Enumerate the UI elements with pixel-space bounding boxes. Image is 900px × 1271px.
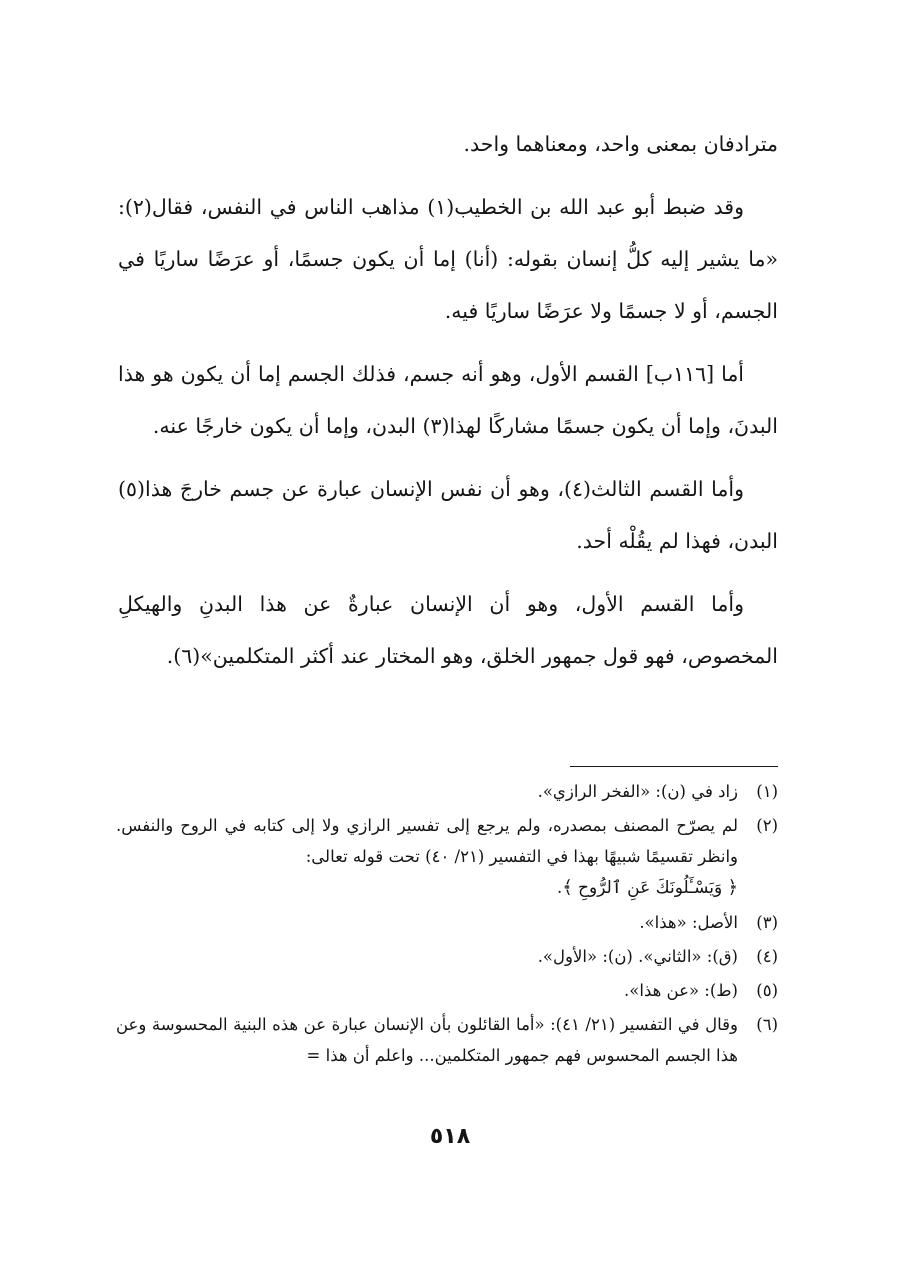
- page-number: ٥١٨: [429, 1124, 471, 1149]
- paragraph-4: وأما القسم الثالث(٤)، وهو أن نفس الإنسان عبارة عن جسم خارجَ هذا(٥) البدن، فهذا لم يقُلْه أحد.: [118, 477, 778, 553]
- paragraph-5: وأما القسم الأول، وهو أن الإنسان عبارةٌ عن هذا البدنِ والهيكلِ المخصوص، فهو قول جمهور الخلق، وهو المختار عند أكثر المتكلمين»(٦).: [118, 592, 778, 668]
- footnote-4: [116, 941, 778, 972]
- verse-close-bracket: ﴾: [562, 877, 573, 898]
- paragraph-2: وقد ضبط أبو عبد الله بن الخطيب(١) مذاهب الناس في النفس، فقال(٢): «ما يشير إليه كلُّ إنسان بقوله: (أنا) إما أن يكون جسمًا، أو عرَضًا ساريًا في الجسم، أو لا جسمًا ولا عرَضًا ساريًا فيه.: [118, 195, 778, 323]
- footnote-number: (١): [756, 782, 778, 801]
- footnote-text: الأصل: «هذا».: [639, 913, 738, 932]
- verse-text: وَيَسْـَٔلُونَكَ عَنِ ٱلرُّوحِ: [578, 878, 723, 898]
- main-text: [118, 118, 778, 693]
- paragraph-3: أما [١١٦ب] القسم الأول، وهو أنه جسم، فذلك الجسم إما أن يكون هو هذا البدنَ، وإما أن يكون جسمًا مشاركًا لهذا(٣) البدن، وإما أن يكون خارجًا عنه.: [118, 362, 778, 438]
- footnote-number: (٢): [756, 816, 778, 835]
- footnote-number: (٥): [756, 981, 778, 1000]
- footnote-number: (٤): [756, 947, 778, 966]
- quran-verse: [116, 872, 738, 904]
- footnote-1: [116, 776, 778, 807]
- footnote-text: وقال في التفسير (٢١/ ٤١): «أما القائلون بأن الإنسان عبارة عن هذه البنية المحسوسة وعن هذا الجسم المحسوس فهم جمهور المتكلمين... واعلم أن هذا =: [116, 1015, 738, 1065]
- footnote-text: (ق): «الثاني». (ن): «الأول».: [537, 947, 738, 966]
- footnote-6: [116, 1009, 778, 1071]
- footnote-text: لم يصرّح المصنف بمصدره، ولم يرجع إلى تفسير الرازي ولا إلى كتابه في الروح والنفس. وانظر تقسيمًا شبيهًا بهذا في التفسير (٢١/ ٤٠) تحت قوله تعالى:: [116, 816, 738, 866]
- footnote-3: [116, 907, 778, 938]
- footnote-separator: [570, 766, 778, 767]
- footnotes: [116, 776, 778, 1074]
- footnote-number: (٦): [756, 1015, 778, 1034]
- verse-end-punctuation: .: [557, 878, 563, 897]
- verse-open-bracket: ﴿: [727, 877, 738, 898]
- footnote-5: [116, 975, 778, 1006]
- paragraph-1: مترادفان بمعنى واحد، ومعناهما واحد.: [463, 132, 778, 156]
- footnote-text: (ط): «عن هذا».: [624, 981, 738, 1000]
- footnote-number: (٣): [756, 913, 778, 932]
- footnote-text: زاد في (ن): «الفخر الرازي».: [537, 782, 738, 801]
- footnote-2: [116, 810, 778, 904]
- footnote-text-wrapper: [116, 810, 738, 904]
